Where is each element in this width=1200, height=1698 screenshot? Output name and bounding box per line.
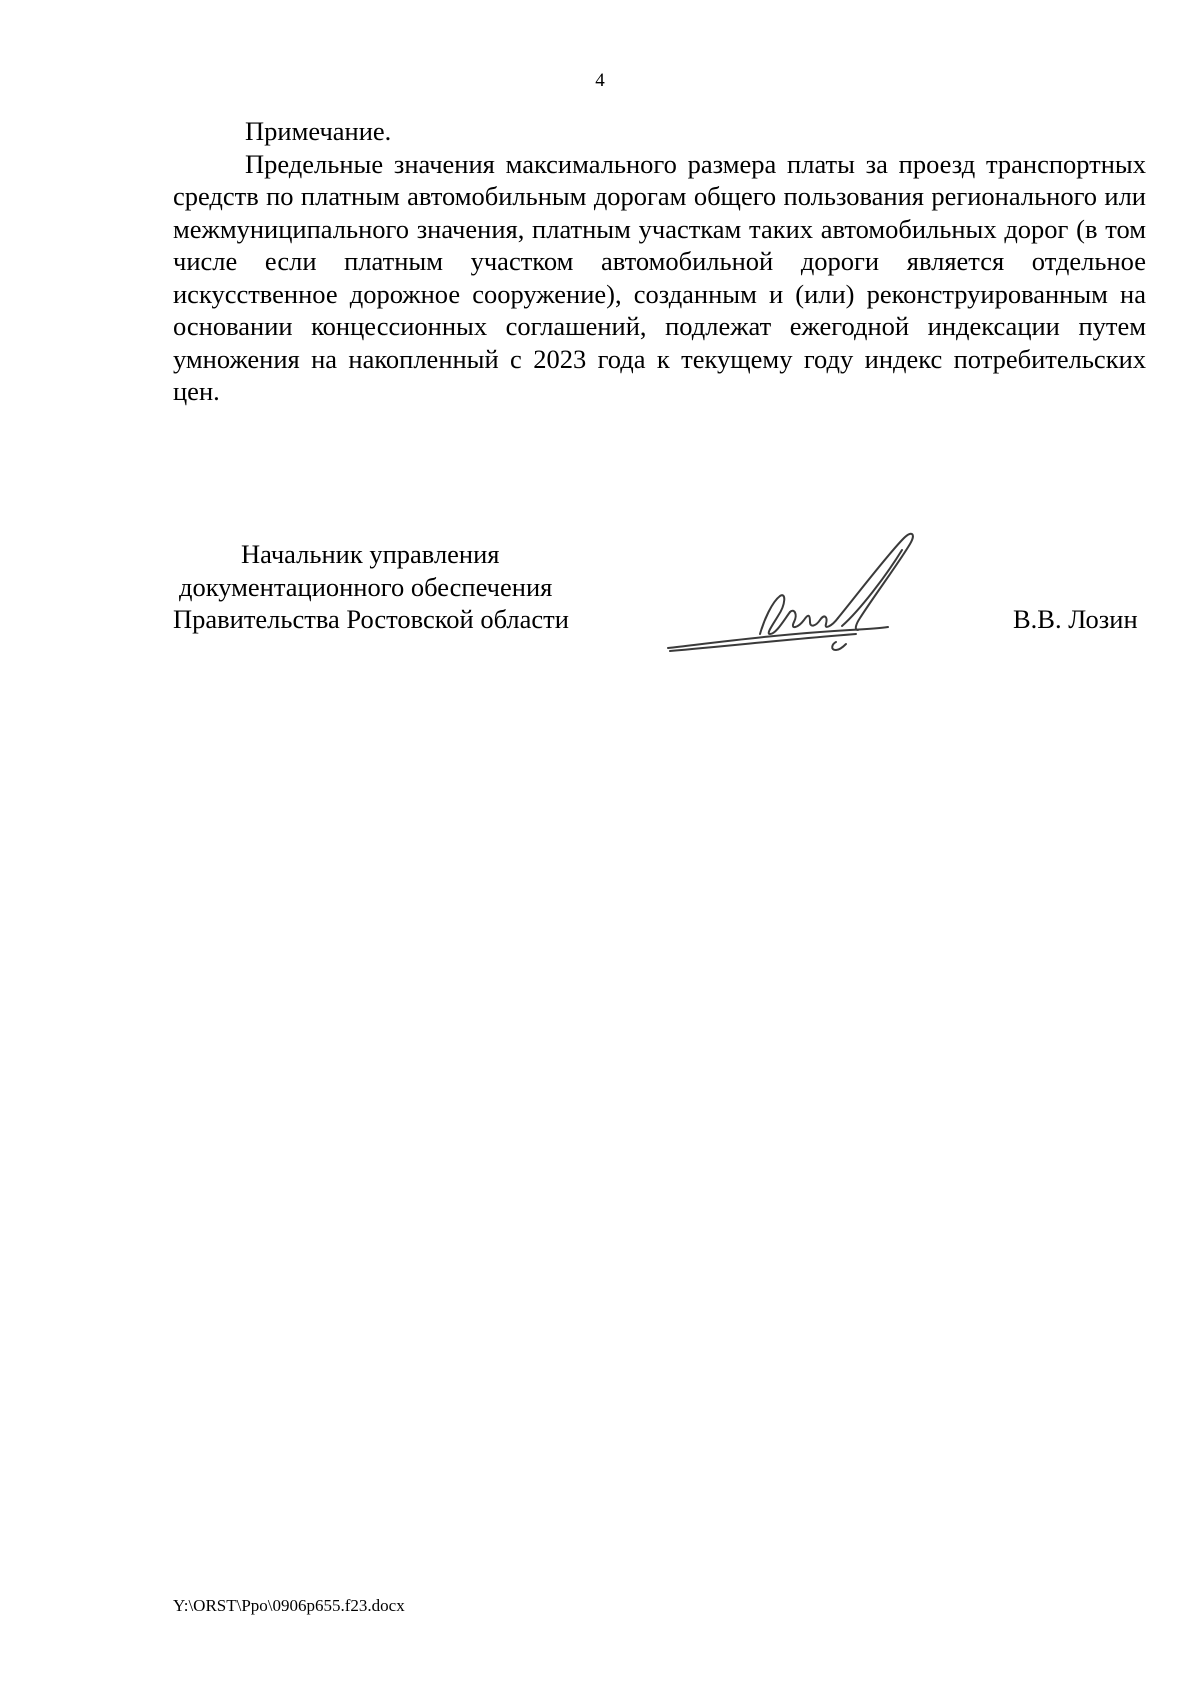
- note-heading: Примечание.: [245, 116, 392, 146]
- position-line: Начальник управления: [241, 539, 500, 569]
- signatory-position: [173, 538, 569, 636]
- position-line: Правительства Ростовской области: [173, 604, 569, 634]
- handwritten-signature: [660, 530, 950, 660]
- page-number: 4: [595, 70, 605, 91]
- note-section: [173, 115, 1146, 408]
- note-paragraph: Предельные значения максимального размера платы за проезд транспортных средств по платным автомобильным дорогам общего пользования регионального или межмуниципального значения, платным участкам таких автомобильных дорог (в том числе если платным участком автомобильной дороги является отдельное искусственное дорожное сооружение), созданным и (или) реконструированным на основании концессионных соглашений, подлежат ежегодной индексации путем умножения на накопленный с 2023 года к текущему году индекс потребительских цен.: [173, 148, 1146, 406]
- signer-name: В.В. Лозин: [1013, 604, 1138, 634]
- file-path: Y:\ORST\Ppo\0906p655.f23.docx: [173, 1596, 405, 1615]
- position-line: документационного обеспечения: [179, 571, 553, 602]
